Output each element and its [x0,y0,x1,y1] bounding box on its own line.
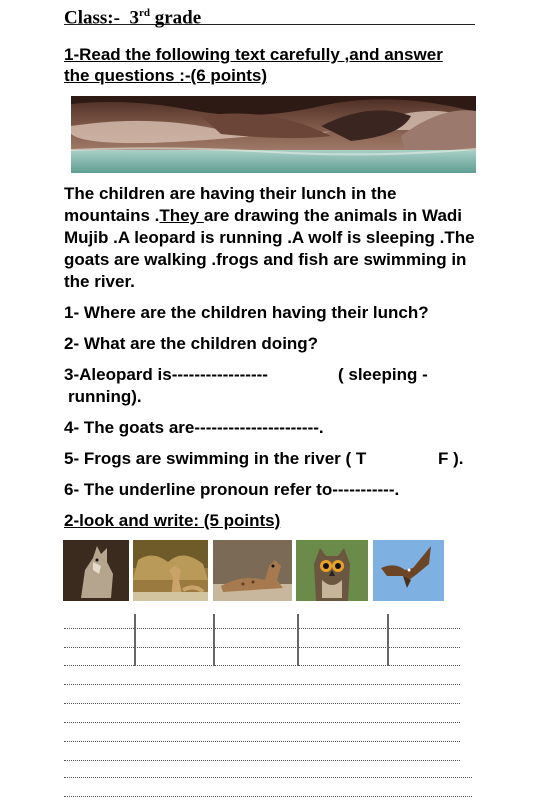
writing-line-8[interactable] [64,760,460,761]
eagle-photo [373,540,444,601]
canyon-river-photo [71,96,476,173]
reading-passage [64,183,484,293]
owl-photo [296,540,368,601]
question-5: 5- Frogs are swimming in the river ( T [64,449,367,468]
section2-title: 2-look and write: (5 points) [64,511,281,530]
question-5-false-option: F ). [438,449,464,468]
writing-line-7[interactable] [64,741,460,742]
question-1: 1- Where are the children having their lunch? [64,303,429,322]
question-2: 2- What are the children doing? [64,334,319,353]
writing-line-2[interactable] [64,647,460,648]
column-divider-3 [297,614,299,666]
question-3-options: ( sleeping - [338,365,428,384]
writing-line-6[interactable] [64,722,460,723]
question-6: 6- The underline pronoun refer to-----------. [64,480,400,499]
grade-word: grade [154,7,202,29]
passage-underlined-pronoun: They [159,206,204,225]
class-label: Class:- [64,7,120,29]
grade-number: 3 [129,7,139,29]
section1-title [64,44,484,86]
question-3-options-cont: running). [68,387,142,406]
writing-line-1[interactable] [64,628,460,629]
question-3: 3-Aleopard is----------------- [64,365,268,384]
writing-line-9[interactable] [64,777,472,778]
column-divider-1 [134,614,136,666]
writing-line-3[interactable] [64,665,460,666]
writing-line-5[interactable] [64,703,460,704]
leopard-photo [213,540,292,601]
wolf-photo [63,540,129,601]
section1-title-line1: 1-Read the following text carefully ,and answer [64,45,443,64]
passage-part2: are drawing the animals in Wadi Mujib .A leopard is running .A wolf is sleeping .The goats are walking .frogs and fish are swimming in the river. [64,206,475,291]
writing-line-4[interactable] [64,684,460,685]
section1-title-line2: the questions :-(6 points) [64,66,268,85]
column-divider-4 [387,614,389,666]
grade-suffix: rd [138,7,150,19]
passage-part1: The children are having their lunch in the mountains . [64,184,397,225]
column-divider-2 [213,614,215,666]
question-4: 4- The goats are----------------------. [64,418,324,437]
writing-line-10[interactable] [64,796,472,797]
class-header [64,2,475,29]
fox-photo [133,540,208,601]
